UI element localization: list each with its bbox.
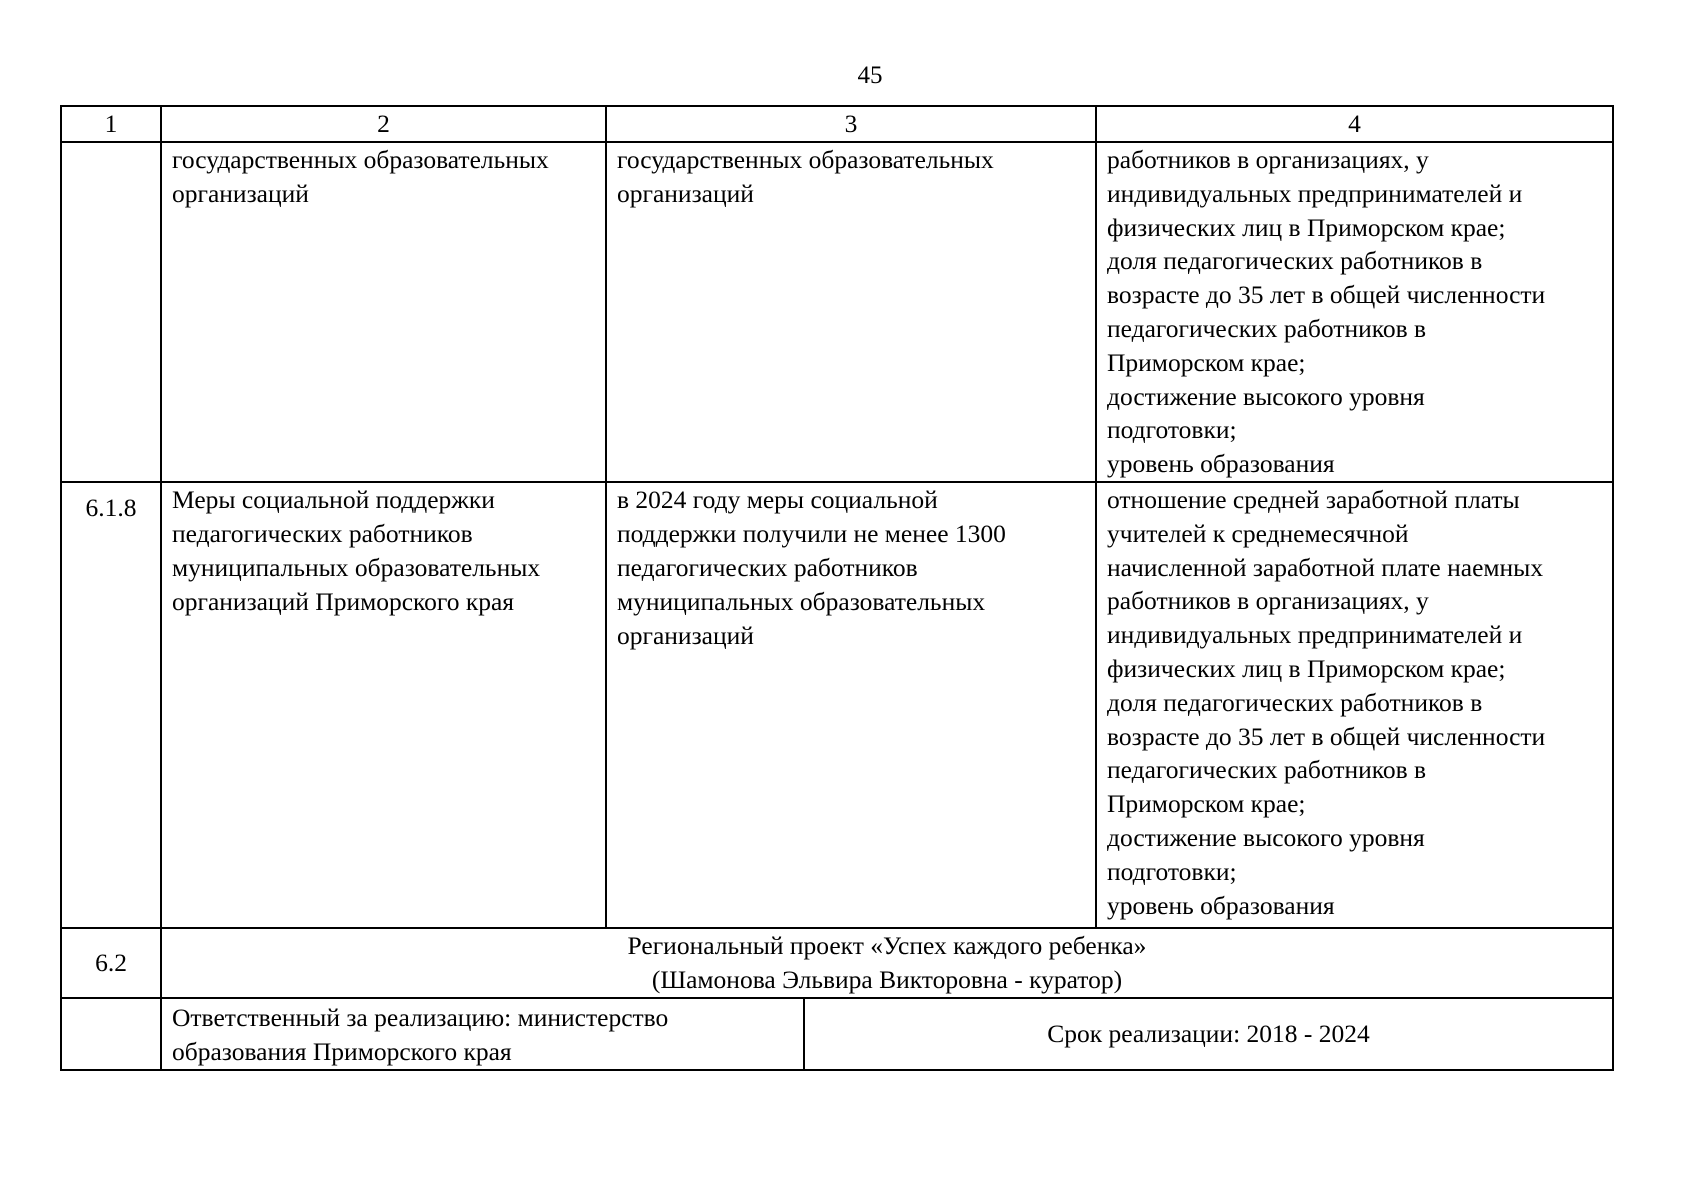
measure-result: государственных образовательных организаций [606, 142, 1096, 482]
project-title: Региональный проект «Успех каждого ребенка» [627, 931, 1147, 960]
table-row [61, 998, 1613, 1070]
project-title-cell [161, 928, 1613, 998]
page-number: 45 [857, 62, 883, 89]
table-row [61, 928, 1613, 998]
measure-result: в 2024 году меры социальной поддержки получили не менее 1300 педагогических работников муниципальных образовательных организаций [606, 482, 1096, 928]
header-col-2: 2 [161, 106, 606, 142]
measure-name: государственных образовательных организаций [161, 142, 606, 482]
header-col-4: 4 [1096, 106, 1613, 142]
row-number-empty [61, 998, 161, 1070]
table-row [61, 482, 1613, 928]
responsible-party: Ответственный за реализацию: министерство образования Приморского края [161, 998, 804, 1070]
header-col-3: 3 [606, 106, 1096, 142]
measure-indicators: работников в организациях, у индивидуальных предпринимателей и физических лиц в Приморском крае; доля педагогических работников в возрасте до 35 лет в общей численности педагогических работников в Приморском крае; достижение высокого уровня подготовки; уровень образования [1096, 142, 1613, 482]
project-curator: (Шамонова Эльвира Викторовна - куратор) [651, 965, 1123, 994]
row-number: 6.2 [61, 928, 161, 998]
measure-indicators: отношение средней заработной платы учителей к среднемесячной начисленной заработной плате наемных работников в организациях, у индивидуальных предпринимателей и физических лиц в Приморском крае; доля педагогических работников в возрасте до 35 лет в общей численности педагогических работников в Приморском крае; достижение высокого уровня подготовки; уровень образования [1096, 482, 1613, 928]
measure-name: Меры социальной поддержки педагогических работников муниципальных образовательных организаций Приморского края [161, 482, 606, 928]
table-header-row [61, 106, 1613, 142]
implementation-term: Срок реализации: 2018 - 2024 [804, 998, 1613, 1070]
row-number: 6.1.8 [61, 482, 161, 928]
row-number [61, 142, 161, 482]
table-row [61, 142, 1613, 482]
program-table [60, 105, 1614, 1071]
header-col-1: 1 [61, 106, 161, 142]
